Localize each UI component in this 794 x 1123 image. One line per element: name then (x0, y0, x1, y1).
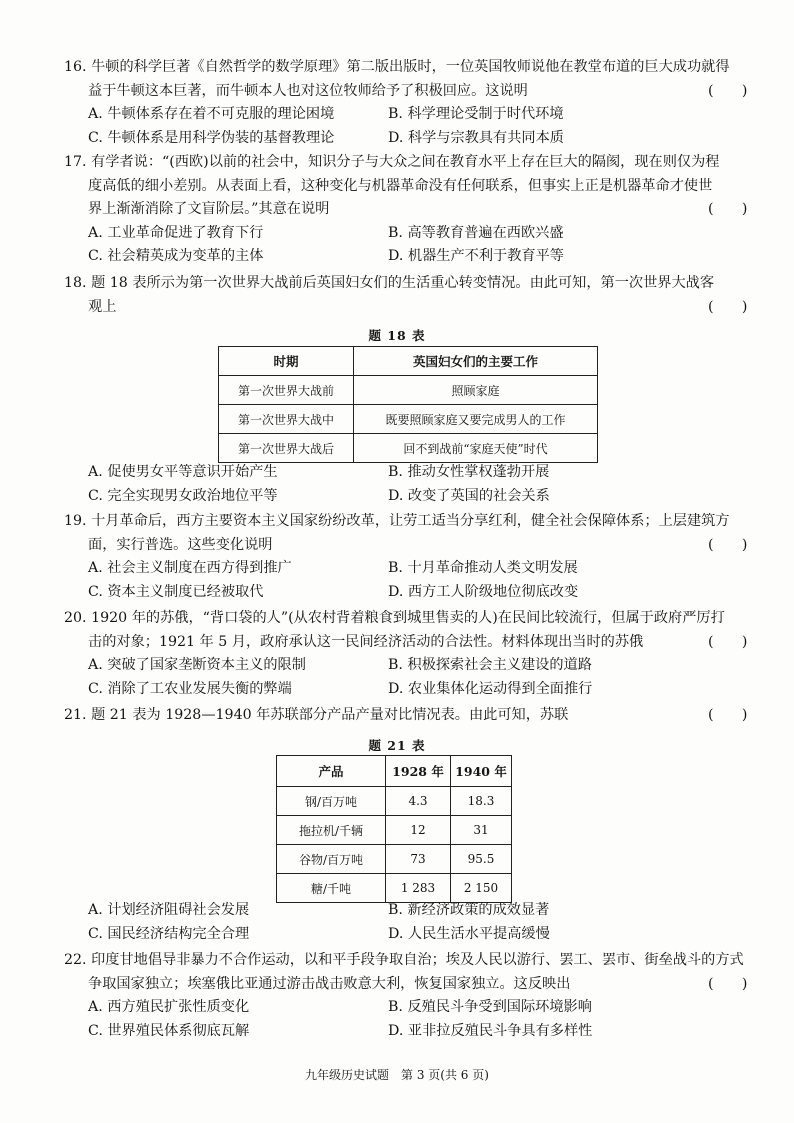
question-18 (64, 272, 754, 319)
question-17 (64, 151, 754, 269)
table-cell: 95.5 (451, 845, 512, 874)
question-21-stem-line-1 (64, 704, 754, 728)
option-a: A. 工业革命促进了教育下行 (88, 224, 264, 241)
table-cell: 第一次世界大战中 (219, 405, 354, 434)
answer-bracket: ( ) (708, 633, 748, 650)
option-b: B. 新经济政策的成效显著 (388, 902, 550, 918)
option-a: A. 社会主义制度在西方得到推广 (88, 560, 292, 576)
option-a: A. 西方殖民扩张性质变化 (88, 999, 250, 1015)
table-cell: 2 150 (451, 874, 512, 903)
option-a: A. 牛顿体系存在着不可克服的理论困境 (88, 106, 335, 122)
table-row (219, 434, 598, 463)
question-17-stem-line-1: 17. 有学者说：“(西欧)以前的社会中，知识分子与大众之间在教育水平上存在巨大的隔阂，现在则仅为程 (64, 154, 720, 170)
answer-bracket: ( ) (708, 298, 748, 315)
table-18-caption: 题 18 表 (368, 328, 426, 343)
option-d: D. 机器生产不利于教育平等 (388, 248, 564, 264)
option-b: B. 反殖民斗争受到国际环境影响 (388, 999, 592, 1015)
option-b: B. 推动女性掌权蓬勃开展 (388, 464, 550, 480)
question-22-stem-line-1: 22. 印度甘地倡导非暴力不合作运动，以和平手段争取自治；埃及人民以游行、罢工、罢市、街垒战斗的方式 (64, 952, 744, 968)
table-header-cell: 产品 (277, 756, 386, 787)
question-19-options (64, 557, 754, 604)
table-21 (276, 755, 512, 903)
table-cell: 73 (386, 845, 451, 874)
question-18-options (64, 461, 754, 508)
question-22-stem-line-2 (64, 973, 754, 997)
option-c: C. 世界殖民体系彻底瓦解 (88, 1022, 250, 1039)
answer-bracket: ( ) (708, 707, 748, 723)
option-b: B. 十月革命推动人类文明发展 (388, 560, 578, 576)
table-row (277, 816, 512, 845)
option-d: D. 人民生活水平提高缓慢 (388, 925, 550, 942)
table-cell: 1 283 (386, 874, 451, 903)
question-16-stem-line-2 (64, 80, 754, 104)
option-c: C. 社会精英成为变革的主体 (88, 248, 264, 264)
table-header-cell: 时期 (219, 347, 354, 376)
option-b: B. 积极探索社会主义建设的道路 (388, 657, 592, 673)
question-20-stem-line-2 (64, 631, 754, 655)
question-20-stem-text: 击的对象；1921 年 5 月，政府承认这一民间经济活动的合法性。材料体现出当时的苏俄 (88, 633, 644, 650)
table-header-cell: 1928 年 (386, 756, 451, 787)
question-17-stem-text: 界上渐渐消除了文盲阶层。”其意在说明 (88, 201, 330, 217)
option-a: A. 突破了国家垄断资本主义的限制 (88, 657, 306, 673)
option-d: D. 亚非拉反殖民斗争具有多样性 (388, 1022, 593, 1039)
question-18-stem-line-1: 18. 题 18 表所示为第一次世界大战前后英国妇女们的生活重心转变情况。由此可知，第一次世界大战客 (64, 275, 715, 291)
answer-bracket: ( ) (708, 536, 748, 553)
question-22-stem-text: 争取国家独立；埃塞俄比亚通过游击战击败意大利，恢复国家独立。这反映出 (88, 975, 571, 992)
table-header-row (277, 756, 512, 787)
table-cell: 既要照顾家庭又要完成男人的工作 (354, 405, 598, 434)
question-20-options (64, 654, 754, 701)
table-cell: 拖拉机/千辆 (277, 816, 386, 845)
option-c: C. 牛顿体系是用科学伪装的基督教理论 (88, 129, 335, 146)
question-18-stem-text: 观上 (88, 298, 117, 315)
question-19-stem-text: 面，实行普选。这些变化说明 (88, 536, 273, 553)
table-cell: 照顾家庭 (354, 376, 598, 405)
table-cell: 18.3 (451, 787, 512, 816)
question-20-stem-line-1: 20. 1920 年的苏俄，“背口袋的人”(从农村背着粮食到城里售卖的人)在民间比较流行，但属于政府严厉打 (64, 610, 725, 626)
option-c: C. 完全实现男女政治地位平等 (88, 487, 278, 504)
answer-bracket: ( ) (708, 975, 748, 992)
question-16-options (64, 103, 754, 150)
table-cell: 钢/百万吨 (277, 787, 386, 816)
table-18 (218, 346, 598, 463)
table-row (219, 376, 598, 405)
question-16-stem-text: 益于牛顿这本巨著，而牛顿本人也对这位牧师给予了积极回应。这说明 (88, 82, 528, 99)
question-22-options (64, 996, 754, 1043)
option-b: B. 科学理论受制于时代环境 (388, 106, 564, 122)
table-header-cell: 1940 年 (451, 756, 512, 787)
page-footer: 九年级历史试题 第 3 页(共 6 页) (305, 1068, 489, 1082)
table-header-cell: 英国妇女们的主要工作 (354, 347, 598, 376)
table-cell: 第一次世界大战前 (219, 376, 354, 405)
table-cell: 糖/千吨 (277, 874, 386, 903)
option-d: D. 改变了英国的社会关系 (388, 487, 550, 504)
table-cell: 第一次世界大战后 (219, 434, 354, 463)
table-row (277, 787, 512, 816)
option-c: C. 消除了工农业发展失衡的弊端 (88, 680, 292, 697)
question-21-options-block (64, 899, 754, 946)
question-16-stem-line-1: 16. 牛顿的科学巨著《自然哲学的数学原理》第二版出版时，一位英国牧师说他在教堂布道的巨大成功就得 (64, 59, 730, 75)
question-17-options (64, 222, 754, 269)
option-c: C. 资本主义制度已经被取代 (88, 583, 264, 600)
question-21-stem-text: 21. 题 21 表为 1928—1940 年苏联部分产品产量对比情况表。由此可知，苏联 (64, 707, 569, 723)
question-19-stem-line-1: 19. 十月革命后，西方主要资本主义国家纷纷改革，让劳工适当分享红利，健全社会保障体系；上层建筑方 (64, 513, 730, 529)
table-header-row (219, 347, 598, 376)
question-17-stem-line-2: 度高低的细小差别。从表面上看，这种变化与机器革命没有任何联系，但事实上正是机器革命才使世 (88, 177, 713, 194)
table-row (277, 845, 512, 874)
question-17-stem-line-3 (64, 198, 754, 222)
option-d: D. 农业集体化运动得到全面推行 (388, 680, 593, 697)
question-19 (64, 510, 754, 604)
question-21-options (64, 899, 754, 946)
question-20 (64, 607, 754, 701)
table-cell: 回不到战前“家庭天使”时代 (354, 434, 598, 463)
table-cell: 31 (451, 816, 512, 845)
question-16 (64, 56, 754, 150)
option-d: D. 西方工人阶级地位彻底改变 (388, 583, 579, 600)
table-21-caption: 题 21 表 (368, 738, 426, 753)
table-cell: 4.3 (386, 787, 451, 816)
question-19-stem-line-2 (64, 534, 754, 558)
option-c: C. 国民经济结构完全合理 (88, 925, 250, 942)
option-d: D. 科学与宗教具有共同本质 (388, 129, 564, 146)
table-row (219, 405, 598, 434)
question-18-stem-line-2 (64, 296, 754, 320)
question-18-options-block (64, 461, 754, 508)
option-b: B. 高等教育普遍在西欧兴盛 (388, 224, 564, 241)
option-a: A. 促使男女平等意识开始产生 (88, 464, 278, 480)
question-21 (64, 704, 754, 728)
option-a: A. 计划经济阻碍社会发展 (88, 902, 250, 918)
answer-bracket: ( ) (708, 82, 748, 99)
answer-bracket: ( ) (708, 201, 748, 217)
table-cell: 谷物/百万吨 (277, 845, 386, 874)
table-cell: 12 (386, 816, 451, 845)
question-22 (64, 949, 754, 1043)
